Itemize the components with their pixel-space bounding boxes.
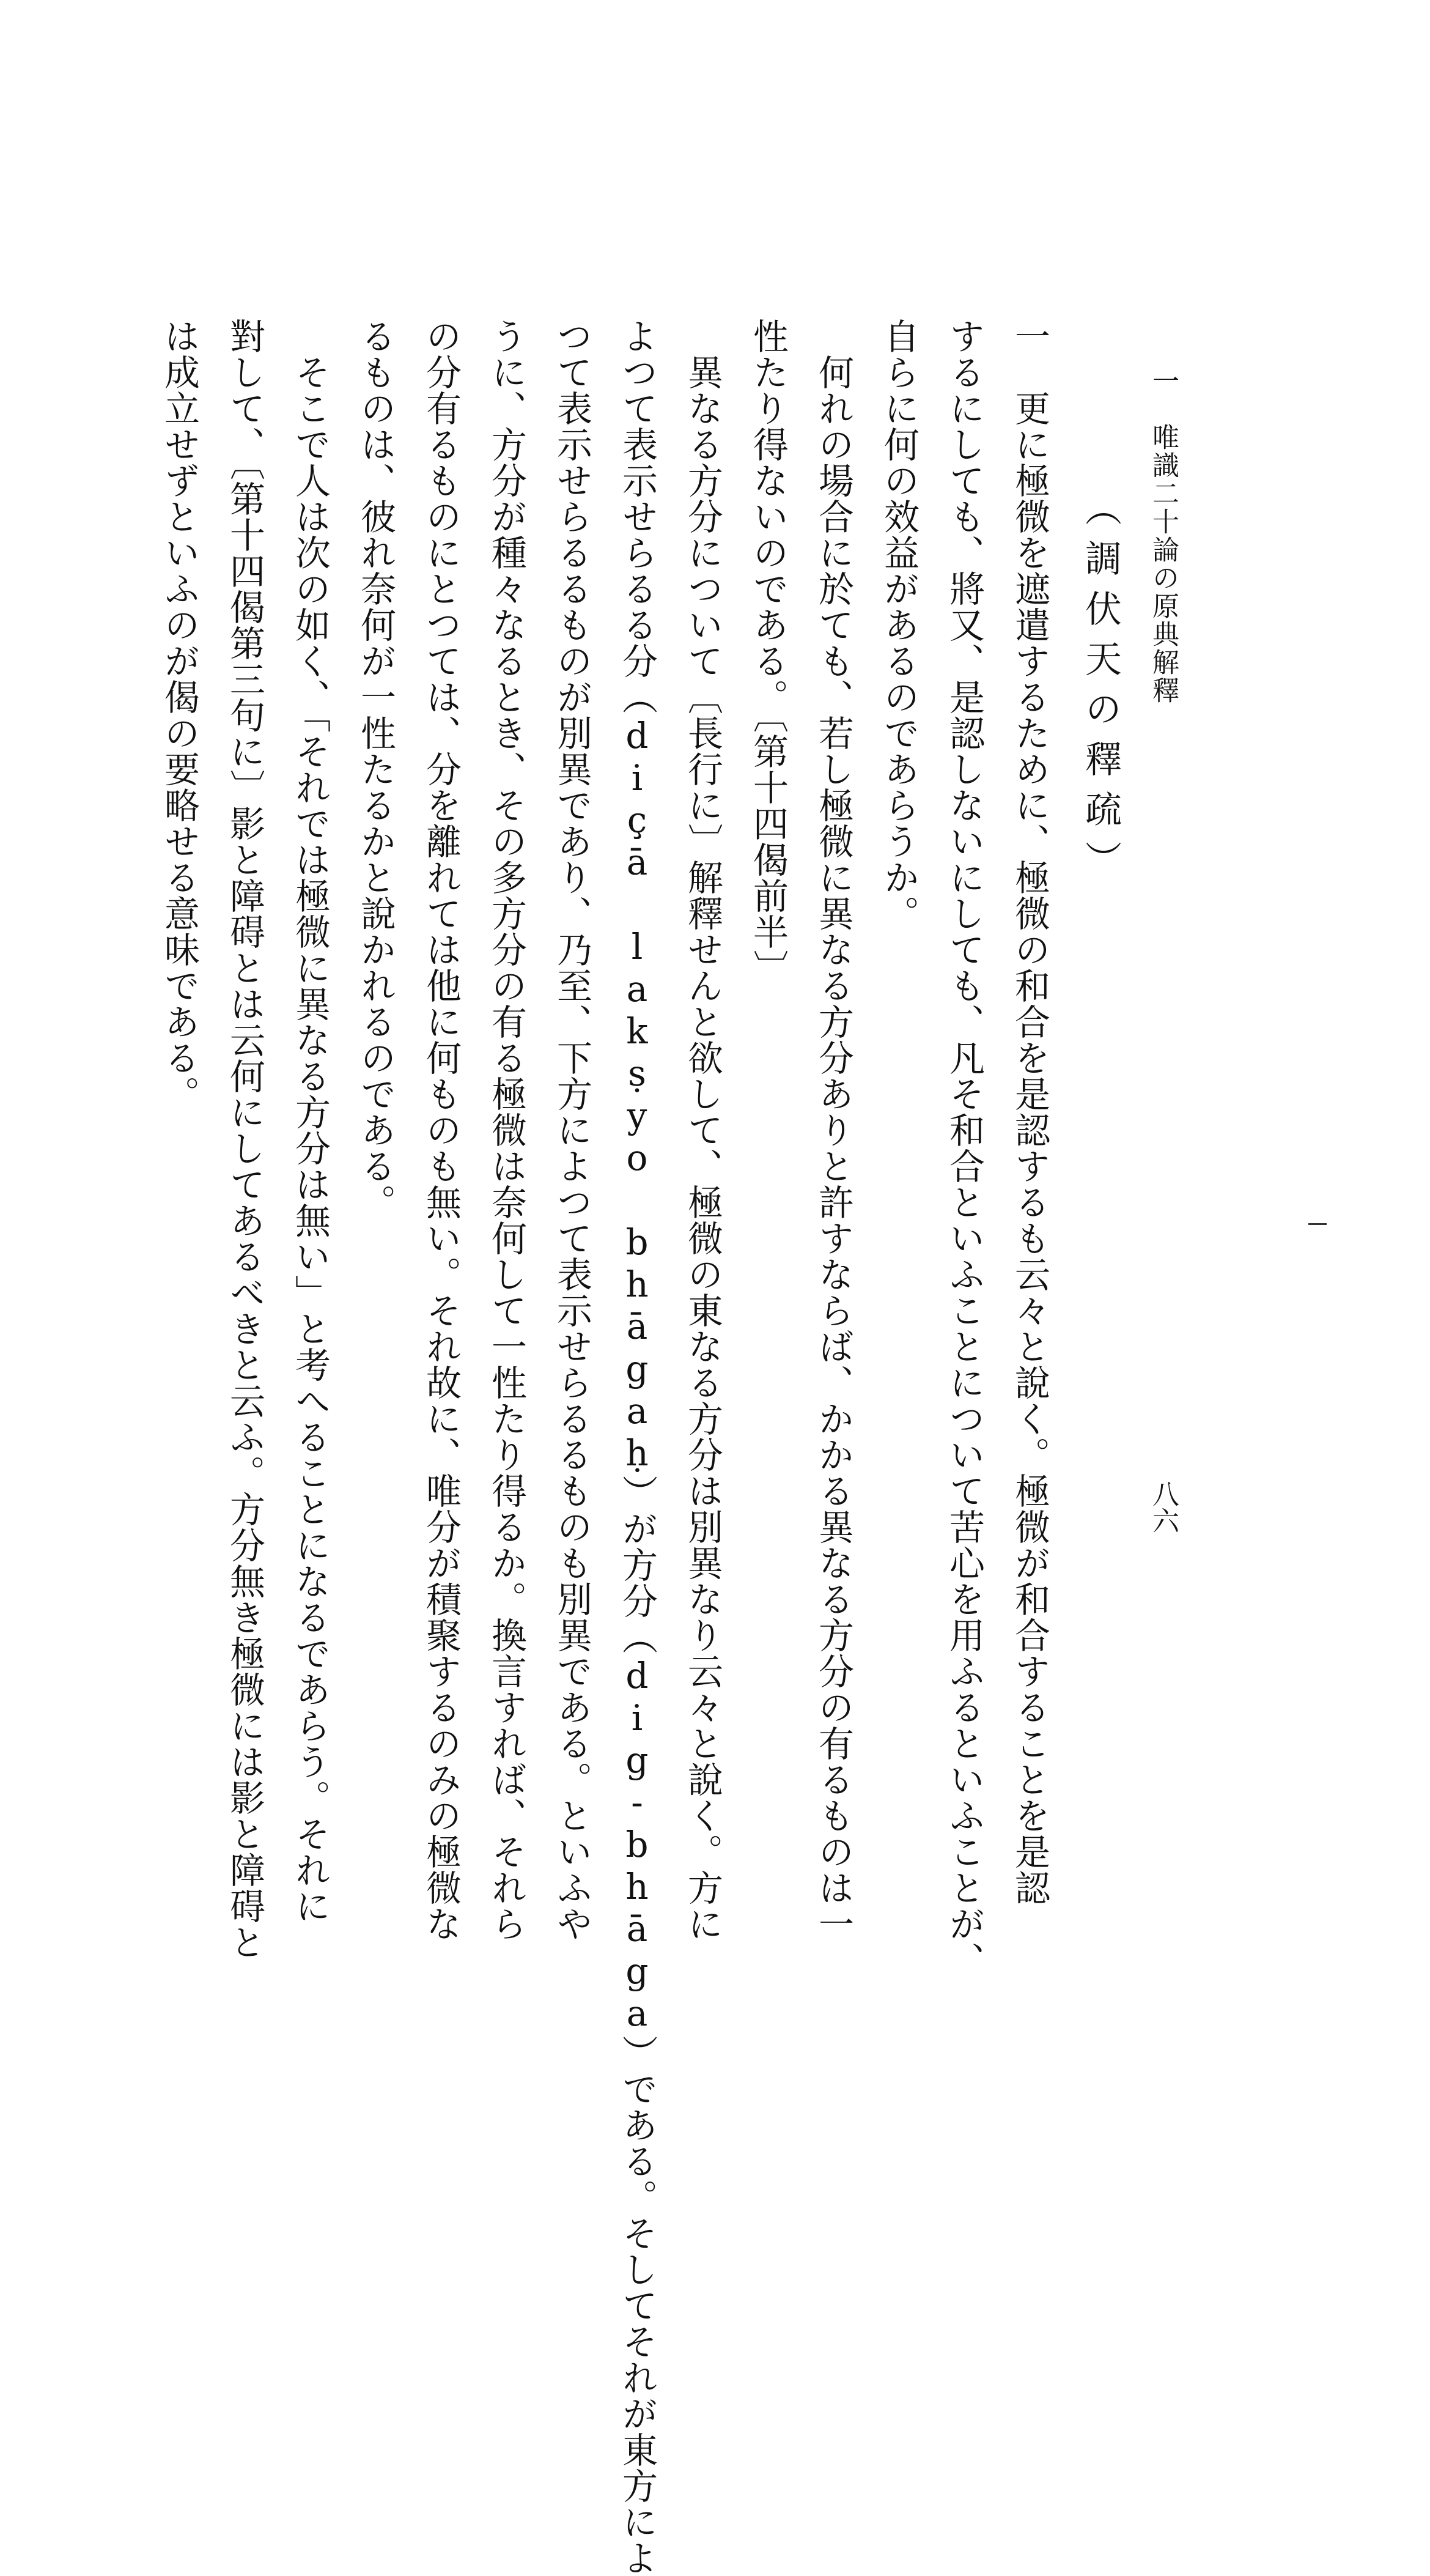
page-number: 八六	[1148, 1480, 1179, 1534]
body-line-11: るものは、彼れ奈何が一性たるかと說かれるのである。	[355, 318, 396, 1220]
body-line-13: 對して、〔第十四偈第三句に〕影と障碍とは云何にしてあるべきと云ふ。方分無き極微には影と障碍と	[224, 318, 265, 1960]
body-line-6: 異なる方分について〔長行に〕解釋せんと欲して、極微の東なる方分は別異なり云々と說く。方に	[682, 318, 723, 1942]
body-line-5: 性たり得ないのである。〔第十四偈前半〕	[747, 318, 789, 986]
body-line-10: の分有るものにとつては、分を離れては他に何ものも無い。それ故に、唯分が積聚するのみの極微な	[420, 318, 462, 1942]
body-line-4: 何れの場合に於ても、若し極微に異なる方分ありと許すならば、かかる異なる方分の有るものは一	[813, 318, 854, 1942]
body-line-14: は成立せずといふのが偈の要略せる意味である。	[158, 318, 200, 1112]
body-line-8: つて表示せらるるものが別異であり、乃至、下方によつて表示せらるるものも別異である。といふや	[551, 318, 592, 1942]
running-title: 一 唯識二十論の原典解釋	[1148, 367, 1179, 705]
scan-mark	[1308, 1223, 1327, 1225]
body-line-1: 一 更に極微を遮遣するために、極微の和合を是認するも云々と說く。極微が和合することを是認	[1009, 318, 1050, 1906]
body-line-9: うに、方分が種々なるとき、その多方分の有る極微は奈何して一性たり得るか。換言すれば、それら	[485, 318, 527, 1942]
body-line-3: 自らに何の效益があるのであらうか。	[878, 318, 920, 931]
section-title: （調伏天の釋疏）	[1079, 489, 1122, 890]
body-line-12: そこで人は次の如く、「それでは極微に異なる方分は無い」と考へることになるであらう。それに	[289, 318, 331, 1924]
body-line-7: よつて表示せらるる分（diçā lakṣyo bhāgaḥ）が方分（dig-bhāga）である。そしてそれが東方によ	[616, 318, 658, 2576]
body-line-2: するにしても、將又、是認しないにしても、凡そ和合といふことについて苦心を用ふるといふことが、	[943, 318, 985, 1978]
